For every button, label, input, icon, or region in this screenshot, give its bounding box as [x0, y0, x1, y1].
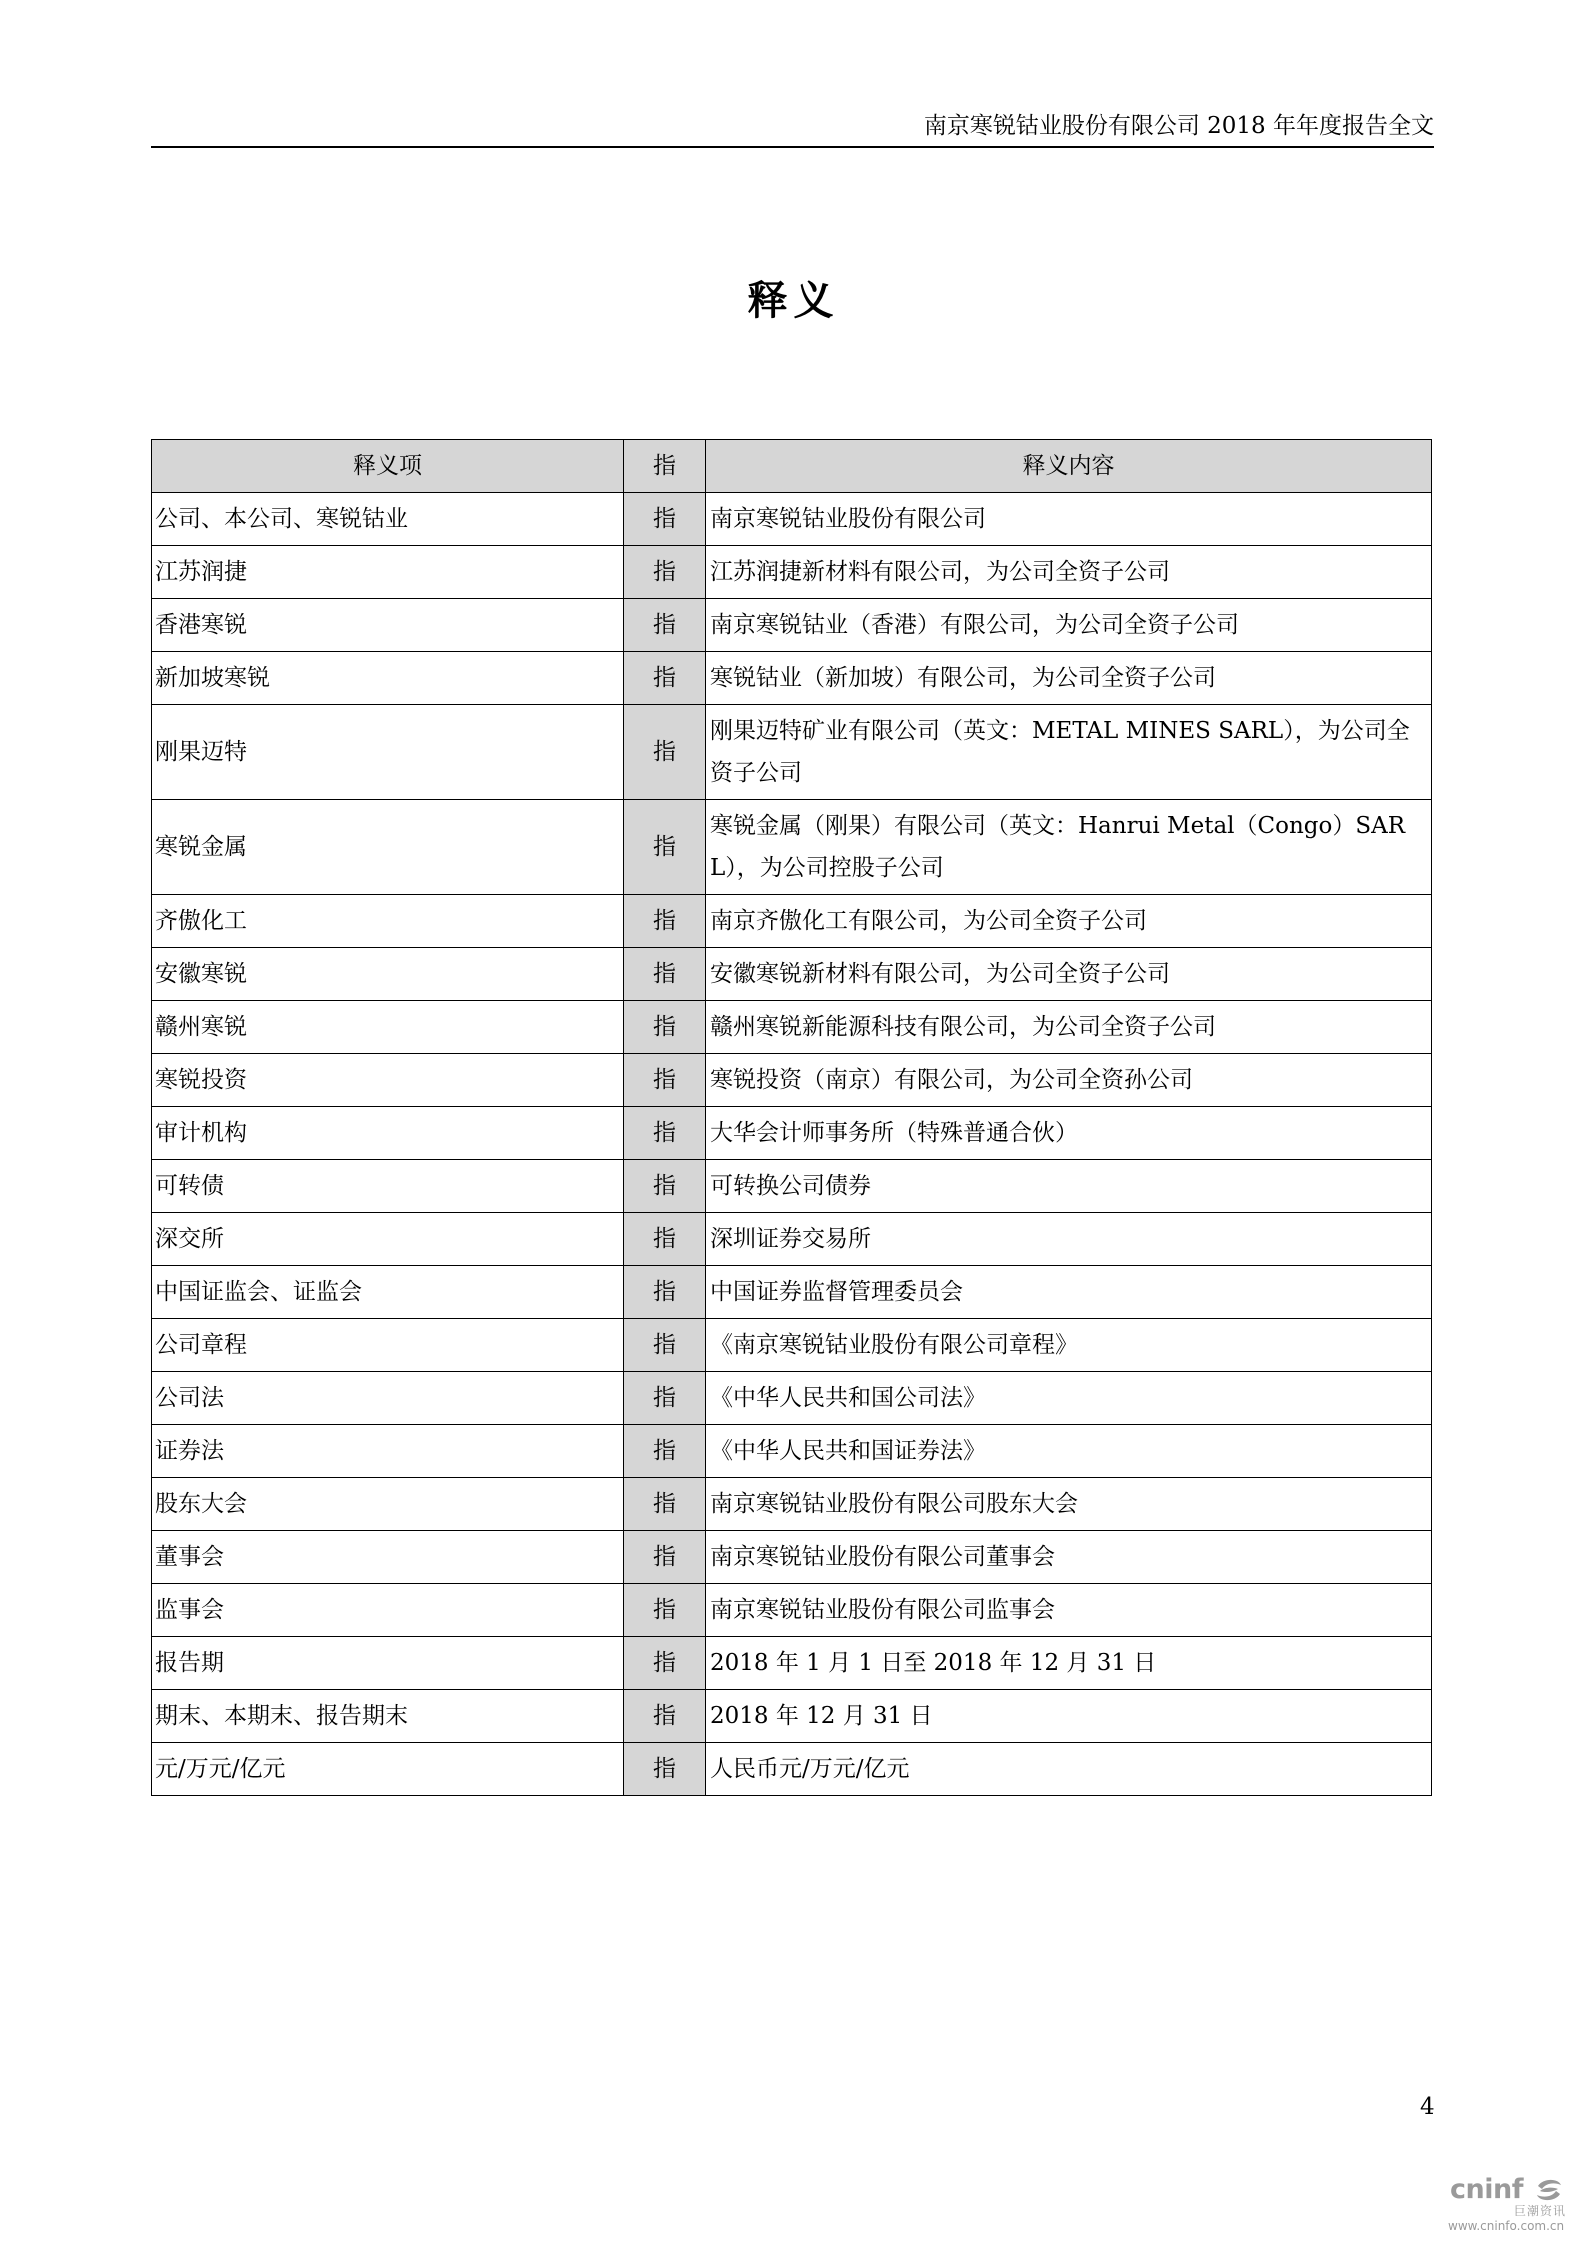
row-refers: 指	[624, 1425, 706, 1478]
row-refers: 指	[624, 1266, 706, 1319]
table-row	[152, 1531, 1432, 1584]
header-content: 释义内容	[706, 440, 1432, 493]
row-refers: 指	[624, 1743, 706, 1796]
table-header-row	[152, 440, 1432, 493]
row-content: 赣州寒锐新能源科技有限公司，为公司全资子公司	[706, 1001, 1432, 1054]
row-refers: 指	[624, 1213, 706, 1266]
table-row	[152, 599, 1432, 652]
table-row	[152, 493, 1432, 546]
row-term: 寒锐投资	[152, 1054, 624, 1107]
row-term: 公司法	[152, 1372, 624, 1425]
row-term: 可转债	[152, 1160, 624, 1213]
table-row	[152, 800, 1432, 895]
header-refers: 指	[624, 440, 706, 493]
row-content: 安徽寒锐新材料有限公司，为公司全资子公司	[706, 948, 1432, 1001]
row-refers: 指	[624, 800, 706, 895]
row-content: 南京寒锐钴业股份有限公司	[706, 493, 1432, 546]
table-row	[152, 1266, 1432, 1319]
header-title: 南京寒锐钴业股份有限公司 2018 年年度报告全文	[923, 113, 1434, 139]
row-content: 寒锐钴业（新加坡）有限公司，为公司全资子公司	[706, 652, 1432, 705]
row-content: 南京齐傲化工有限公司，为公司全资子公司	[706, 895, 1432, 948]
table-row	[152, 948, 1432, 1001]
row-refers: 指	[624, 599, 706, 652]
row-refers: 指	[624, 493, 706, 546]
row-term: 元/万元/亿元	[152, 1743, 624, 1796]
row-refers: 指	[624, 1160, 706, 1213]
row-term: 新加坡寒锐	[152, 652, 624, 705]
row-term: 股东大会	[152, 1478, 624, 1531]
row-term: 中国证监会、证监会	[152, 1266, 624, 1319]
table-row	[152, 1001, 1432, 1054]
table-row	[152, 895, 1432, 948]
row-term: 深交所	[152, 1213, 624, 1266]
table-row	[152, 652, 1432, 705]
table-row	[152, 1107, 1432, 1160]
row-term: 寒锐金属	[152, 800, 624, 895]
row-term: 审计机构	[152, 1107, 624, 1160]
row-refers: 指	[624, 705, 706, 800]
row-term: 公司章程	[152, 1319, 624, 1372]
table-row	[152, 1584, 1432, 1637]
table-row	[152, 1743, 1432, 1796]
header-term: 释义项	[152, 440, 624, 493]
table-row	[152, 1160, 1432, 1213]
row-refers: 指	[624, 1478, 706, 1531]
row-refers: 指	[624, 1054, 706, 1107]
row-refers: 指	[624, 546, 706, 599]
table-row	[152, 1372, 1432, 1425]
table-row	[152, 1213, 1432, 1266]
row-term: 期末、本期末、报告期末	[152, 1690, 624, 1743]
row-content: 人民币元/万元/亿元	[706, 1743, 1432, 1796]
row-content: 南京寒锐钴业（香港）有限公司，为公司全资子公司	[706, 599, 1432, 652]
logo-url: www.cninfo.com.cn	[1448, 2219, 1565, 2233]
row-refers: 指	[624, 1001, 706, 1054]
row-content: 寒锐投资（南京）有限公司，为公司全资孙公司	[706, 1054, 1432, 1107]
row-content: 寒锐金属（刚果）有限公司（英文：Hanrui Metal（Congo）SARL），为公司控股子公司	[706, 800, 1432, 895]
table-row	[152, 1054, 1432, 1107]
row-refers: 指	[624, 895, 706, 948]
row-term: 香港寒锐	[152, 599, 624, 652]
row-content: 《中华人民共和国证券法》	[706, 1425, 1432, 1478]
logo-wordmark: cninf	[1450, 2174, 1523, 2205]
page-header	[151, 108, 1434, 148]
definitions-table	[151, 439, 1432, 1796]
row-term: 齐傲化工	[152, 895, 624, 948]
row-term: 赣州寒锐	[152, 1001, 624, 1054]
cninfo-watermark-logo	[1450, 2175, 1570, 2237]
row-term: 江苏润捷	[152, 546, 624, 599]
table-row	[152, 546, 1432, 599]
row-term: 刚果迈特	[152, 705, 624, 800]
logo-chinese-name: 巨潮资讯	[1514, 2204, 1567, 2218]
row-content: 2018 年 12 月 31 日	[706, 1690, 1432, 1743]
row-term: 公司、本公司、寒锐钴业	[152, 493, 624, 546]
row-content: 可转换公司债券	[706, 1160, 1432, 1213]
table-row	[152, 1637, 1432, 1690]
row-refers: 指	[624, 1107, 706, 1160]
page-number: 4	[1420, 2094, 1435, 2120]
row-content: 《中华人民共和国公司法》	[706, 1372, 1432, 1425]
row-refers: 指	[624, 1637, 706, 1690]
table-row	[152, 1425, 1432, 1478]
table-row	[152, 1319, 1432, 1372]
row-term: 监事会	[152, 1584, 624, 1637]
row-refers: 指	[624, 1372, 706, 1425]
table-row	[152, 1478, 1432, 1531]
row-content: 江苏润捷新材料有限公司，为公司全资子公司	[706, 546, 1432, 599]
row-content: 南京寒锐钴业股份有限公司监事会	[706, 1584, 1432, 1637]
row-content: 大华会计师事务所（特殊普通合伙）	[706, 1107, 1432, 1160]
row-content: 南京寒锐钴业股份有限公司股东大会	[706, 1478, 1432, 1531]
row-refers: 指	[624, 948, 706, 1001]
row-term: 证券法	[152, 1425, 624, 1478]
table-row	[152, 1690, 1432, 1743]
row-refers: 指	[624, 1690, 706, 1743]
row-content: 南京寒锐钴业股份有限公司董事会	[706, 1531, 1432, 1584]
page-title: 释义	[747, 278, 840, 324]
row-content: 刚果迈特矿业有限公司（英文：METAL MINES SARL），为公司全资子公司	[706, 705, 1432, 800]
row-refers: 指	[624, 1531, 706, 1584]
row-term: 安徽寒锐	[152, 948, 624, 1001]
row-content: 中国证券监督管理委员会	[706, 1266, 1432, 1319]
table-row	[152, 705, 1432, 800]
row-content: 2018 年 1 月 1 日至 2018 年 12 月 31 日	[706, 1637, 1432, 1690]
row-term: 报告期	[152, 1637, 624, 1690]
row-refers: 指	[624, 1584, 706, 1637]
row-term: 董事会	[152, 1531, 624, 1584]
row-refers: 指	[624, 652, 706, 705]
cninfo-swirl-icon	[1534, 2177, 1564, 2203]
row-refers: 指	[624, 1319, 706, 1372]
row-content: 《南京寒锐钴业股份有限公司章程》	[706, 1319, 1432, 1372]
row-content: 深圳证券交易所	[706, 1213, 1432, 1266]
